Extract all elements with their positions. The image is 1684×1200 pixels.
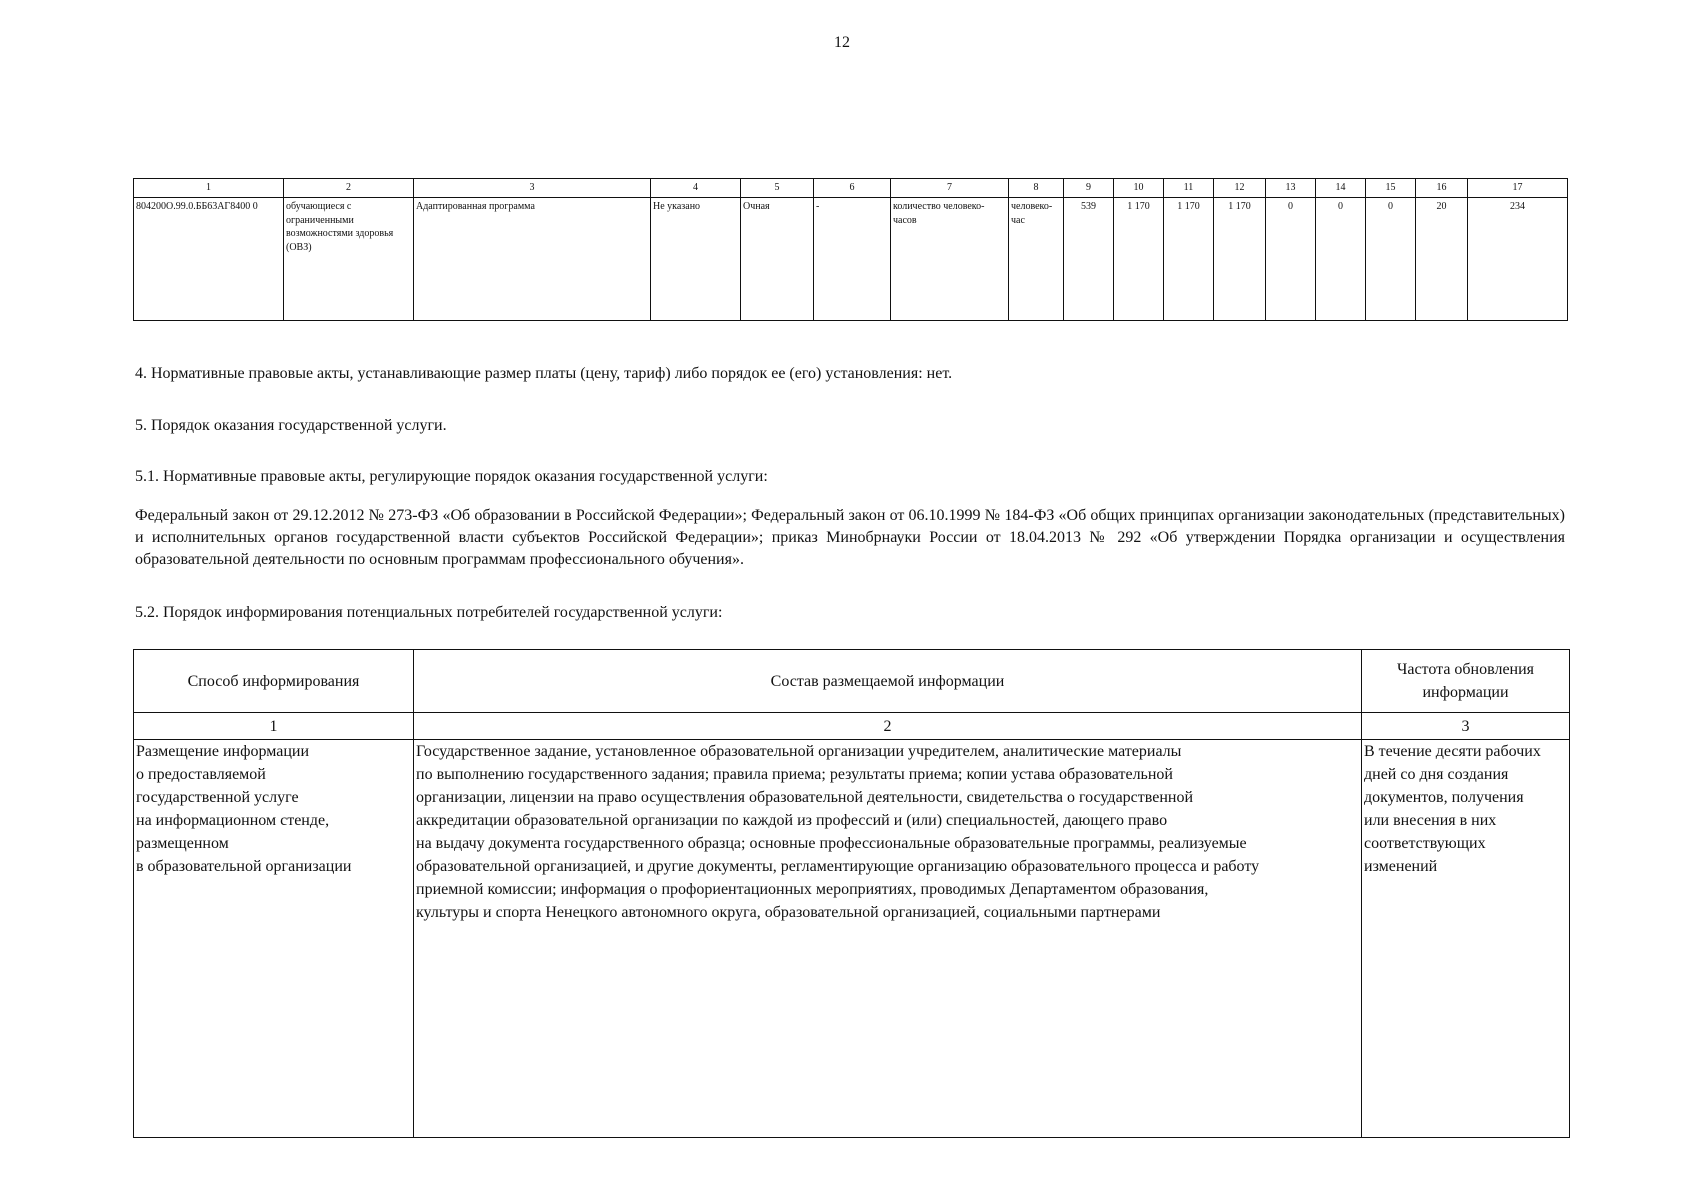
value-cell: 0 (1366, 198, 1416, 321)
column-number: 11 (1164, 179, 1214, 198)
form-cell: Очная (741, 198, 814, 321)
column-number: 1 (134, 713, 414, 740)
table-header-row (134, 650, 1570, 713)
value-cell: 1 170 (1114, 198, 1164, 321)
column-number: 5 (741, 179, 814, 198)
column-number: 10 (1114, 179, 1164, 198)
header-frequency: Частота обновления информации (1362, 650, 1570, 713)
header-content: Состав размещаемой информации (414, 650, 1362, 713)
section-5-1-heading: 5.1. Нормативные правовые акты, регулирующие порядок оказания государственной услуги: (135, 468, 768, 485)
value-cell: 0 (1266, 198, 1316, 321)
table-row (134, 740, 1570, 1138)
value-cell: 1 170 (1164, 198, 1214, 321)
column-number: 8 (1009, 179, 1064, 198)
page-number: 12 (834, 34, 850, 51)
column-number: 2 (284, 179, 414, 198)
content-cell: Государственное задание, установленное образовательной организации учредителем, аналитические материалы по выполнению государственного задания; правила приема; результаты приема; копии устава образовательной организации, лицензии на право осуществления образовательной деятельности, свидетельства о государственной аккредитации образовательной организации по каждой из профессий и (или) специальностей, дающего право на выдачу документа государственного образца; основные профессиональные образовательные программы, реализуемые образовательной организацией, и другие документы, регламентирующие организацию образовательного процесса и работу приемной комиссии; информация о профориентационных мероприятиях, проводимых Департаментом образования, культуры и спорта Ненецкого автономного округа, образовательной организацией, социальными партнерами (414, 740, 1362, 1138)
value-cell: 1 170 (1214, 198, 1266, 321)
information-table (133, 649, 1570, 1138)
column-number: 12 (1214, 179, 1266, 198)
value-cell: 0 (1316, 198, 1366, 321)
column-number: 17 (1468, 179, 1568, 198)
registry-code-cell: 804200О.99.0.ББ63АГ8400 0 (134, 198, 284, 321)
section-4-text: 4. Нормативные правовые акты, устанавливающие размер платы (цену, тариф) либо порядок ее (его) установления: нет. (135, 365, 953, 382)
empty-cell: - (814, 198, 891, 321)
column-number: 4 (651, 179, 741, 198)
category-cell: обучающиеся с ограниченными возможностями здоровья (ОВЗ) (284, 198, 414, 321)
table-header-row (134, 179, 1568, 198)
column-number: 6 (814, 179, 891, 198)
indicator-table (133, 178, 1568, 321)
method-cell: Размещение информации о предоставляемой государственной услуге на информационном стенде, размещенном в образовательной организации (134, 740, 414, 1138)
column-number: 15 (1366, 179, 1416, 198)
column-number: 1 (134, 179, 284, 198)
program-cell: Адаптированная программа (414, 198, 651, 321)
specification-cell: Не указано (651, 198, 741, 321)
column-number: 16 (1416, 179, 1468, 198)
frequency-cell: В течение десяти рабочих дней со дня создания документов, получения или внесения в них соответствующих изменений (1362, 740, 1570, 1138)
section-5-1-laws: Федеральный закон от 29.12.2012 № 273-ФЗ «Об образовании в Российской Федерации»; Федеральный закон от 06.10.1999 № 184-ФЗ «Об общих принципах организации законодательных (представительных) и исполнительных органов государственной власти субъектов Российской Федерации»; приказ Минобрнауки России от 18.04.2013 № 292 «Об утверждении Порядка организации и осуществления образовательной деятельности по основным программам профессионального обучения». (135, 507, 1565, 568)
column-number: 3 (414, 179, 651, 198)
table-row (134, 198, 1568, 321)
column-number: 13 (1266, 179, 1316, 198)
section-5-2-heading: 5.2. Порядок информирования потенциальных потребителей государственной услуги: (135, 604, 723, 621)
column-number-row (134, 713, 1570, 740)
column-number: 3 (1362, 713, 1570, 740)
value-cell: 539 (1064, 198, 1114, 321)
indicator-name-cell: количество человеко-часов (891, 198, 1009, 321)
column-number: 7 (891, 179, 1009, 198)
column-number: 9 (1064, 179, 1114, 198)
unit-cell: человеко-час (1009, 198, 1064, 321)
column-number: 2 (414, 713, 1362, 740)
column-number: 14 (1316, 179, 1366, 198)
section-5-heading: 5. Порядок оказания государственной услуги. (135, 417, 447, 434)
header-method: Способ информирования (134, 650, 414, 713)
value-cell: 20 (1416, 198, 1468, 321)
value-cell: 234 (1468, 198, 1568, 321)
